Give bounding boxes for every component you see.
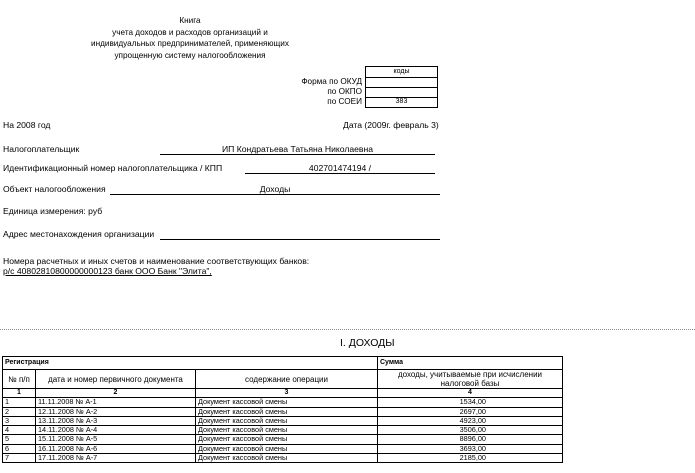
- row-content: Документ кассовой смены: [196, 426, 378, 435]
- table-row[interactable]: [3, 407, 563, 416]
- unit-label: Единица измерения: руб: [3, 206, 103, 216]
- codes-header: коды: [365, 66, 438, 78]
- row-amount: 2185,00: [378, 454, 563, 463]
- table-row[interactable]: [3, 454, 563, 463]
- col-index-3: 3: [196, 389, 378, 398]
- row-content: Документ кассовой смены: [196, 407, 378, 416]
- table-row[interactable]: [3, 435, 563, 444]
- row-document: 13.11.2008 № А-3: [36, 416, 196, 425]
- col-index-4: 4: [378, 389, 563, 398]
- row-number: 2: [3, 407, 36, 416]
- page-break-divider: [0, 329, 695, 330]
- year-label: На 2008 год: [3, 120, 51, 130]
- section-title: I. ДОХОДЫ: [340, 337, 395, 349]
- col-income-header: доходы, учитываемые при исчислении налоговой базы: [378, 370, 563, 389]
- soei-label: по СОЕИ: [327, 97, 362, 106]
- date-label: Дата (2009г. февраль 3): [343, 120, 439, 130]
- row-number: 5: [3, 435, 36, 444]
- row-number: 6: [3, 444, 36, 453]
- row-document: 12.11.2008 № А-2: [36, 407, 196, 416]
- row-amount: 3506,00: [378, 426, 563, 435]
- tax-object-value[interactable]: Доходы: [110, 184, 440, 195]
- row-document: 11.11.2008 № А-1: [36, 398, 196, 407]
- book-title-line2: учета доходов и расходов организаций и: [112, 27, 268, 37]
- inn-label: Идентификационный номер налогоплательщика / КПП: [3, 163, 223, 173]
- row-document: 15.11.2008 № А-5: [36, 435, 196, 444]
- row-amount: 8896,00: [378, 435, 563, 444]
- address-value[interactable]: [160, 229, 440, 240]
- book-title-line3: индивидуальных предпринимателей, применяющих: [91, 39, 289, 48]
- col-index-2: 2: [36, 389, 196, 398]
- row-number: 1: [3, 398, 36, 407]
- col-content-header: содержание операции: [196, 370, 378, 389]
- group-sum: Сумма: [378, 357, 563, 370]
- bank-value[interactable]: р/с 40802810800000000123 банк ООО Банк "Элита",: [3, 266, 212, 276]
- taxpayer-value[interactable]: ИП Кондратьева Татьяна Николаевна: [160, 144, 435, 155]
- row-content: Документ кассовой смены: [196, 454, 378, 463]
- row-content: Документ кассовой смены: [196, 444, 378, 453]
- col-index-1: 1: [3, 389, 36, 398]
- row-number: 7: [3, 454, 36, 463]
- book-title: [40, 15, 340, 61]
- group-registration: Регистрация: [3, 357, 378, 370]
- bank-label: Номера расчетных и иных счетов и наименование соответствующих банков:: [3, 256, 310, 266]
- tax-object-label: Объект налогообложения: [3, 184, 106, 194]
- okpo-label: по ОКПО: [327, 87, 362, 96]
- row-document: 14.11.2008 № А-4: [36, 426, 196, 435]
- address-label: Адрес местонахождения организации: [3, 229, 155, 239]
- row-number: 4: [3, 426, 36, 435]
- row-document: 16.11.2008 № А-6: [36, 444, 196, 453]
- income-ledger-table: [2, 356, 563, 463]
- row-content: Документ кассовой смены: [196, 398, 378, 407]
- row-amount: 1534,00: [378, 398, 563, 407]
- table-row[interactable]: [3, 426, 563, 435]
- table-row[interactable]: [3, 416, 563, 425]
- soei-value[interactable]: 383: [365, 97, 438, 108]
- row-content: Документ кассовой смены: [196, 435, 378, 444]
- row-amount: 4923,00: [378, 416, 563, 425]
- row-number: 3: [3, 416, 36, 425]
- table-row[interactable]: [3, 398, 563, 407]
- book-title-line1: Книга: [179, 16, 201, 25]
- col-num-header: № п/п: [3, 370, 36, 389]
- row-document: 17.11.2008 № А-7: [36, 454, 196, 463]
- row-content: Документ кассовой смены: [196, 416, 378, 425]
- book-title-line4: упрощенную систему налогообложения: [114, 50, 266, 60]
- row-amount: 2697,00: [378, 407, 563, 416]
- okud-label: Форма по ОКУД: [301, 77, 362, 86]
- table-row[interactable]: [3, 444, 563, 453]
- col-doc-header: дата и номер первичного документа: [36, 370, 196, 389]
- row-amount: 3693,00: [378, 444, 563, 453]
- taxpayer-label: Налогоплательщик: [3, 144, 80, 154]
- inn-value[interactable]: 402701474194 /: [245, 163, 435, 174]
